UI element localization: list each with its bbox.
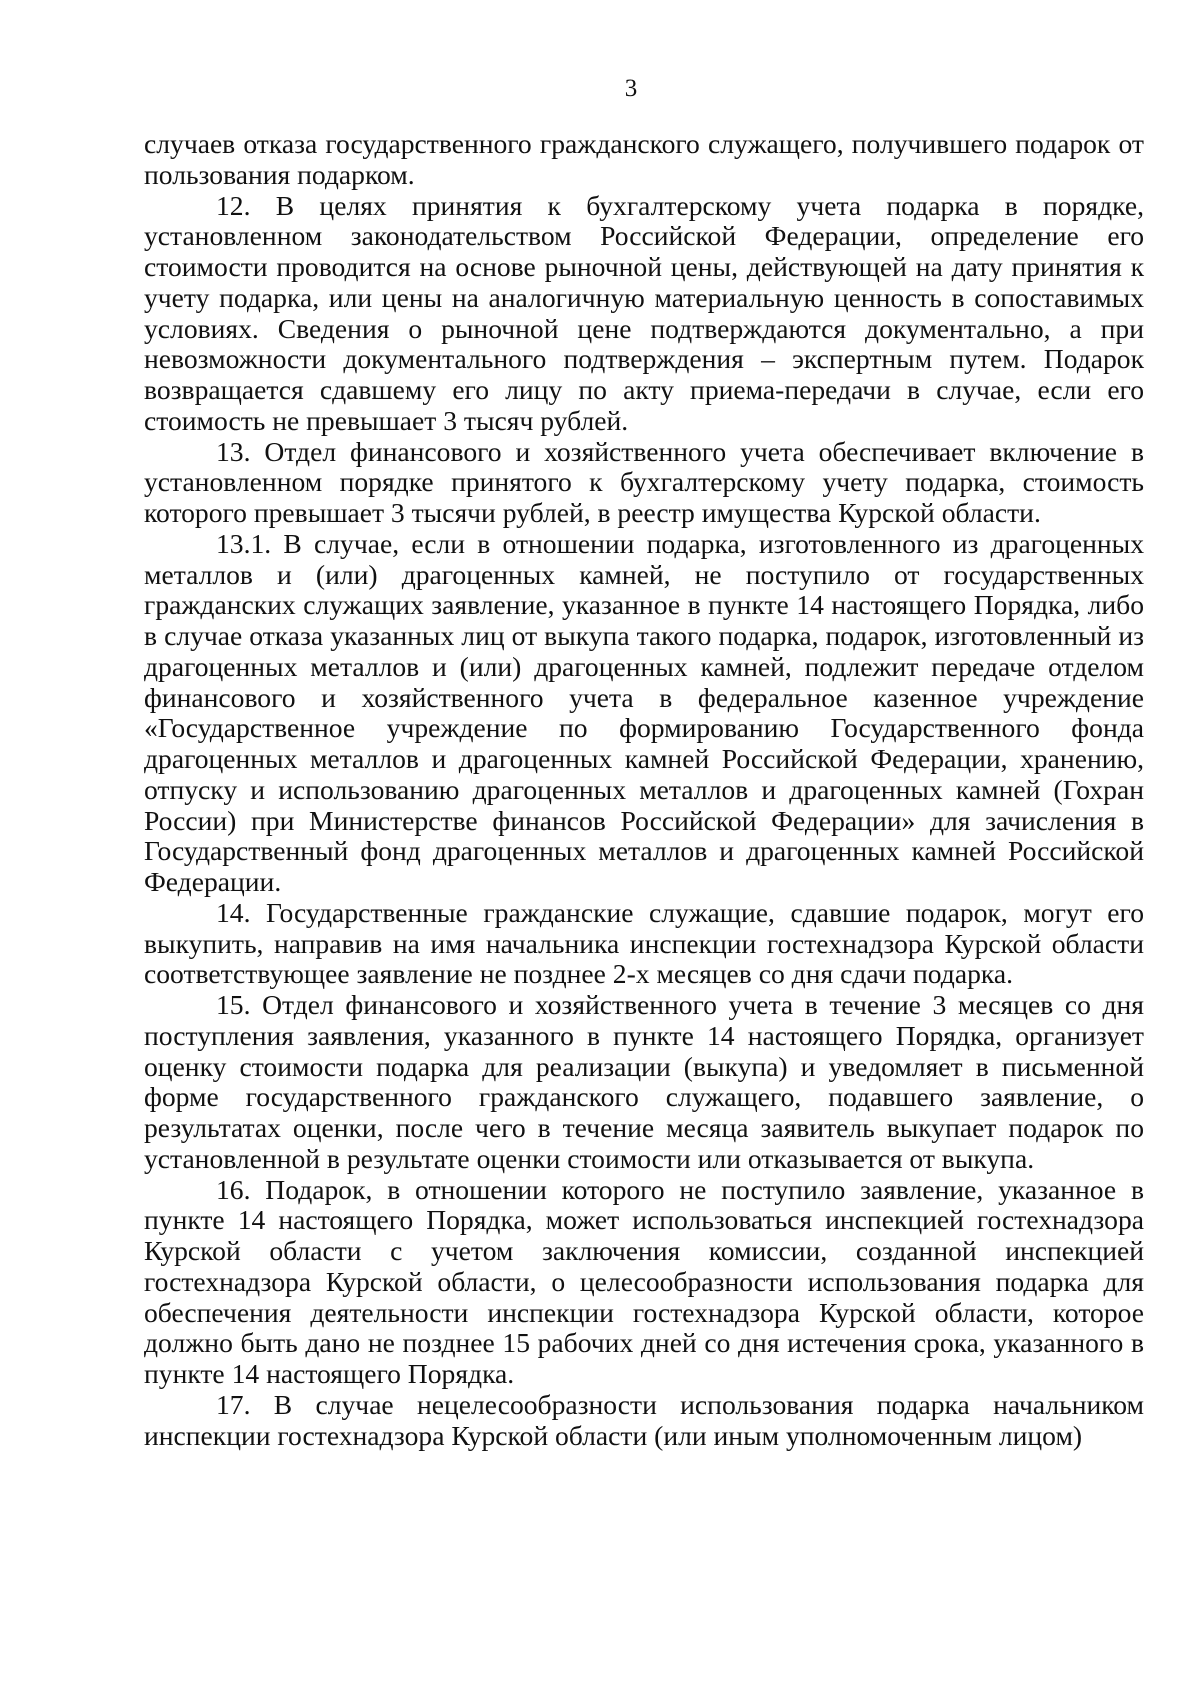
- paragraph-17: 17. В случае нецелесообразности использования подарка начальником инспекции гостехнадзора Курской области (или иным уполномоченным лицом): [144, 1388, 1144, 1451]
- document-body: [144, 129, 1144, 1451]
- page-number: 3: [624, 75, 638, 102]
- paragraph-16: 16. Подарок, в отношении которого не поступило заявление, указанное в пункте 14 настоящего Порядка, может использоваться инспекцией гостехнадзора Курской области с учетом заключения комиссии, созданной инспекцией гостехнадзора Курской области, о целесообразности использования подарка для обеспечения деятельности инспекции гостехнадзора Курской области, которое должно быть дано не позднее 15 рабочих дней со дня истечения срока, указанного в пункте 14 настоящего Порядка.: [144, 1173, 1144, 1389]
- paragraph-14: 14. Государственные гражданские служащие, сдавшие подарок, могут его выкупить, направив на имя начальника инспекции гостехнадзора Курской области соответствующее заявление не позднее 2-х месяцев со дня сдачи подарка.: [144, 896, 1144, 990]
- paragraph-12: 12. В целях принятия к бухгалтерскому учета подарка в порядке, установленном законодательством Российской Федерации, определение его стоимости проводится на основе рыночной цены, действующей на дату принятия к учету подарка, или цены на аналогичную материальную ценность в сопоставимых условиях. Сведения о рыночной цене подтверждаются документально, а при невозможности документального подтверждения – экспертным путем. Подарок возвращается сдавшему его лицу по акту приема-передачи в случае, если его стоимость не превышает 3 тысяч рублей.: [144, 189, 1144, 436]
- paragraph-continuation: случаев отказа государственного гражданского служащего, получившего подарок от пользования подарком.: [144, 128, 1144, 190]
- paragraph-13: 13. Отдел финансового и хозяйственного учета обеспечивает включение в установленном порядке принятого к бухгалтерскому учету подарка, стоимость которого превышает 3 тысячи рублей, в реестр имущества Курской области.: [144, 435, 1144, 528]
- paragraph-13-1: 13.1. В случае, если в отношении подарка, изготовленного из драгоценных металлов и (или) драгоценных камней, не поступило от государственных гражданских служащих заявление, указанное в пункте 14 настоящего Порядка, либо в случае отказа указанных лиц от выкупа такого подарка, подарок, изготовленный из драгоценных металлов и (или) драгоценных камней, подлежит передаче отделом финансового и хозяйственного учета в федеральное казенное учреждение «Государственное учреждение по формированию Государственного фонда драгоценных металлов и драгоценных камней Российской Федерации, хранению, отпуску и использованию драгоценных металлов и драгоценных камней (Гохран России) при Министерстве финансов Российской Федерации» для зачисления в Государственный фонд драгоценных металлов и драгоценных камней Российской Федерации.: [144, 527, 1144, 897]
- paragraph-15: 15. Отдел финансового и хозяйственного учета в течение 3 месяцев со дня поступления заявления, указанного в пункте 14 настоящего Порядка, организует оценку стоимости подарка для реализации (выкупа) и уведомляет в письменной форме государственного гражданского служащего, подавшего заявление, о результатах оценки, после чего в течение месяца заявитель выкупает подарок по установленной в результате оценки стоимости или отказывается от выкупа.: [144, 989, 1144, 1174]
